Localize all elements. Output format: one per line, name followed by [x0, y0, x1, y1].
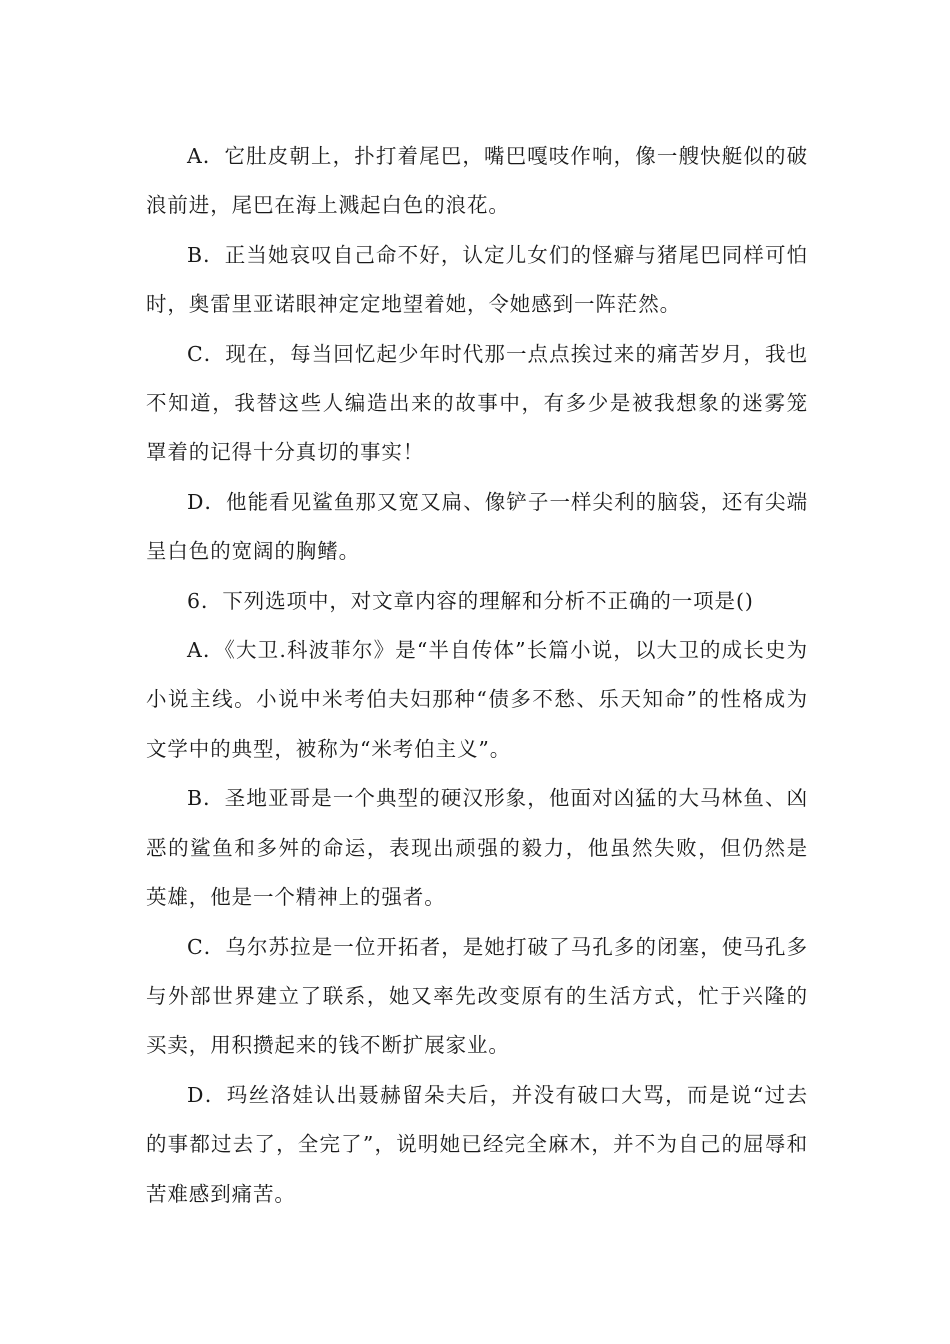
document-body	[146, 132, 808, 1219]
q5-option-d: D．他能看见鲨鱼那又宽又扁、像铲子一样尖利的脑袋，还有尖端呈白色的宽阔的胸鳍。	[146, 489, 808, 564]
q6-option-d: D．玛丝洛娃认出聂赫留朵夫后，并没有破口大骂，而是说“过去的事都过去了，全完了”，说明她已经完全麻木，并不为自己的屈辱和苦难感到痛苦。	[146, 1082, 808, 1206]
q6-option-a: A．《大卫.科波菲尔》是“半自传体”长篇小说，以大卫的成长史为小说主线。小说中米考伯夫妇那种“债多不愁、乐天知命”的性格成为文学中的典型，被称为“米考伯主义”。	[146, 638, 808, 761]
q6-option-b: B．圣地亚哥是一个典型的硬汉形象，他面对凶猛的大马林鱼、凶恶的鲨鱼和多舛的命运，表现出顽强的毅力，他虽然失败，但仍然是英雄，他是一个精神上的强者。	[146, 786, 808, 910]
q5-option-b: B．正当她哀叹自己命不好，认定儿女们的怪癖与猪尾巴同样可怕时，奥雷里亚诺眼神定定地望着她，令她感到一阵茫然。	[146, 242, 808, 317]
q5-option-c: C．现在，每当回忆起少年时代那一点点挨过来的痛苦岁月，我也不知道，我替这些人编造出来的故事中，有多少是被我想象的迷雾笼罩着的记得十分真切的事实！	[146, 341, 808, 465]
q5-option-a: A．它肚皮朝上，扑打着尾巴，嘴巴嘎吱作响，像一艘快艇似的破浪前进，尾巴在海上溅起白色的浪花。	[146, 144, 808, 218]
q6-option-c: C．乌尔苏拉是一位开拓者，是她打破了马孔多的闭塞，使马孔多与外部世界建立了联系，她又率先改变原有的生活方式，忙于兴隆的买卖，用积攒起来的钱不断扩展家业。	[146, 934, 808, 1058]
q6-stem: 6．下列选项中，对文章内容的理解和分析不正确的一项是()	[187, 588, 754, 613]
